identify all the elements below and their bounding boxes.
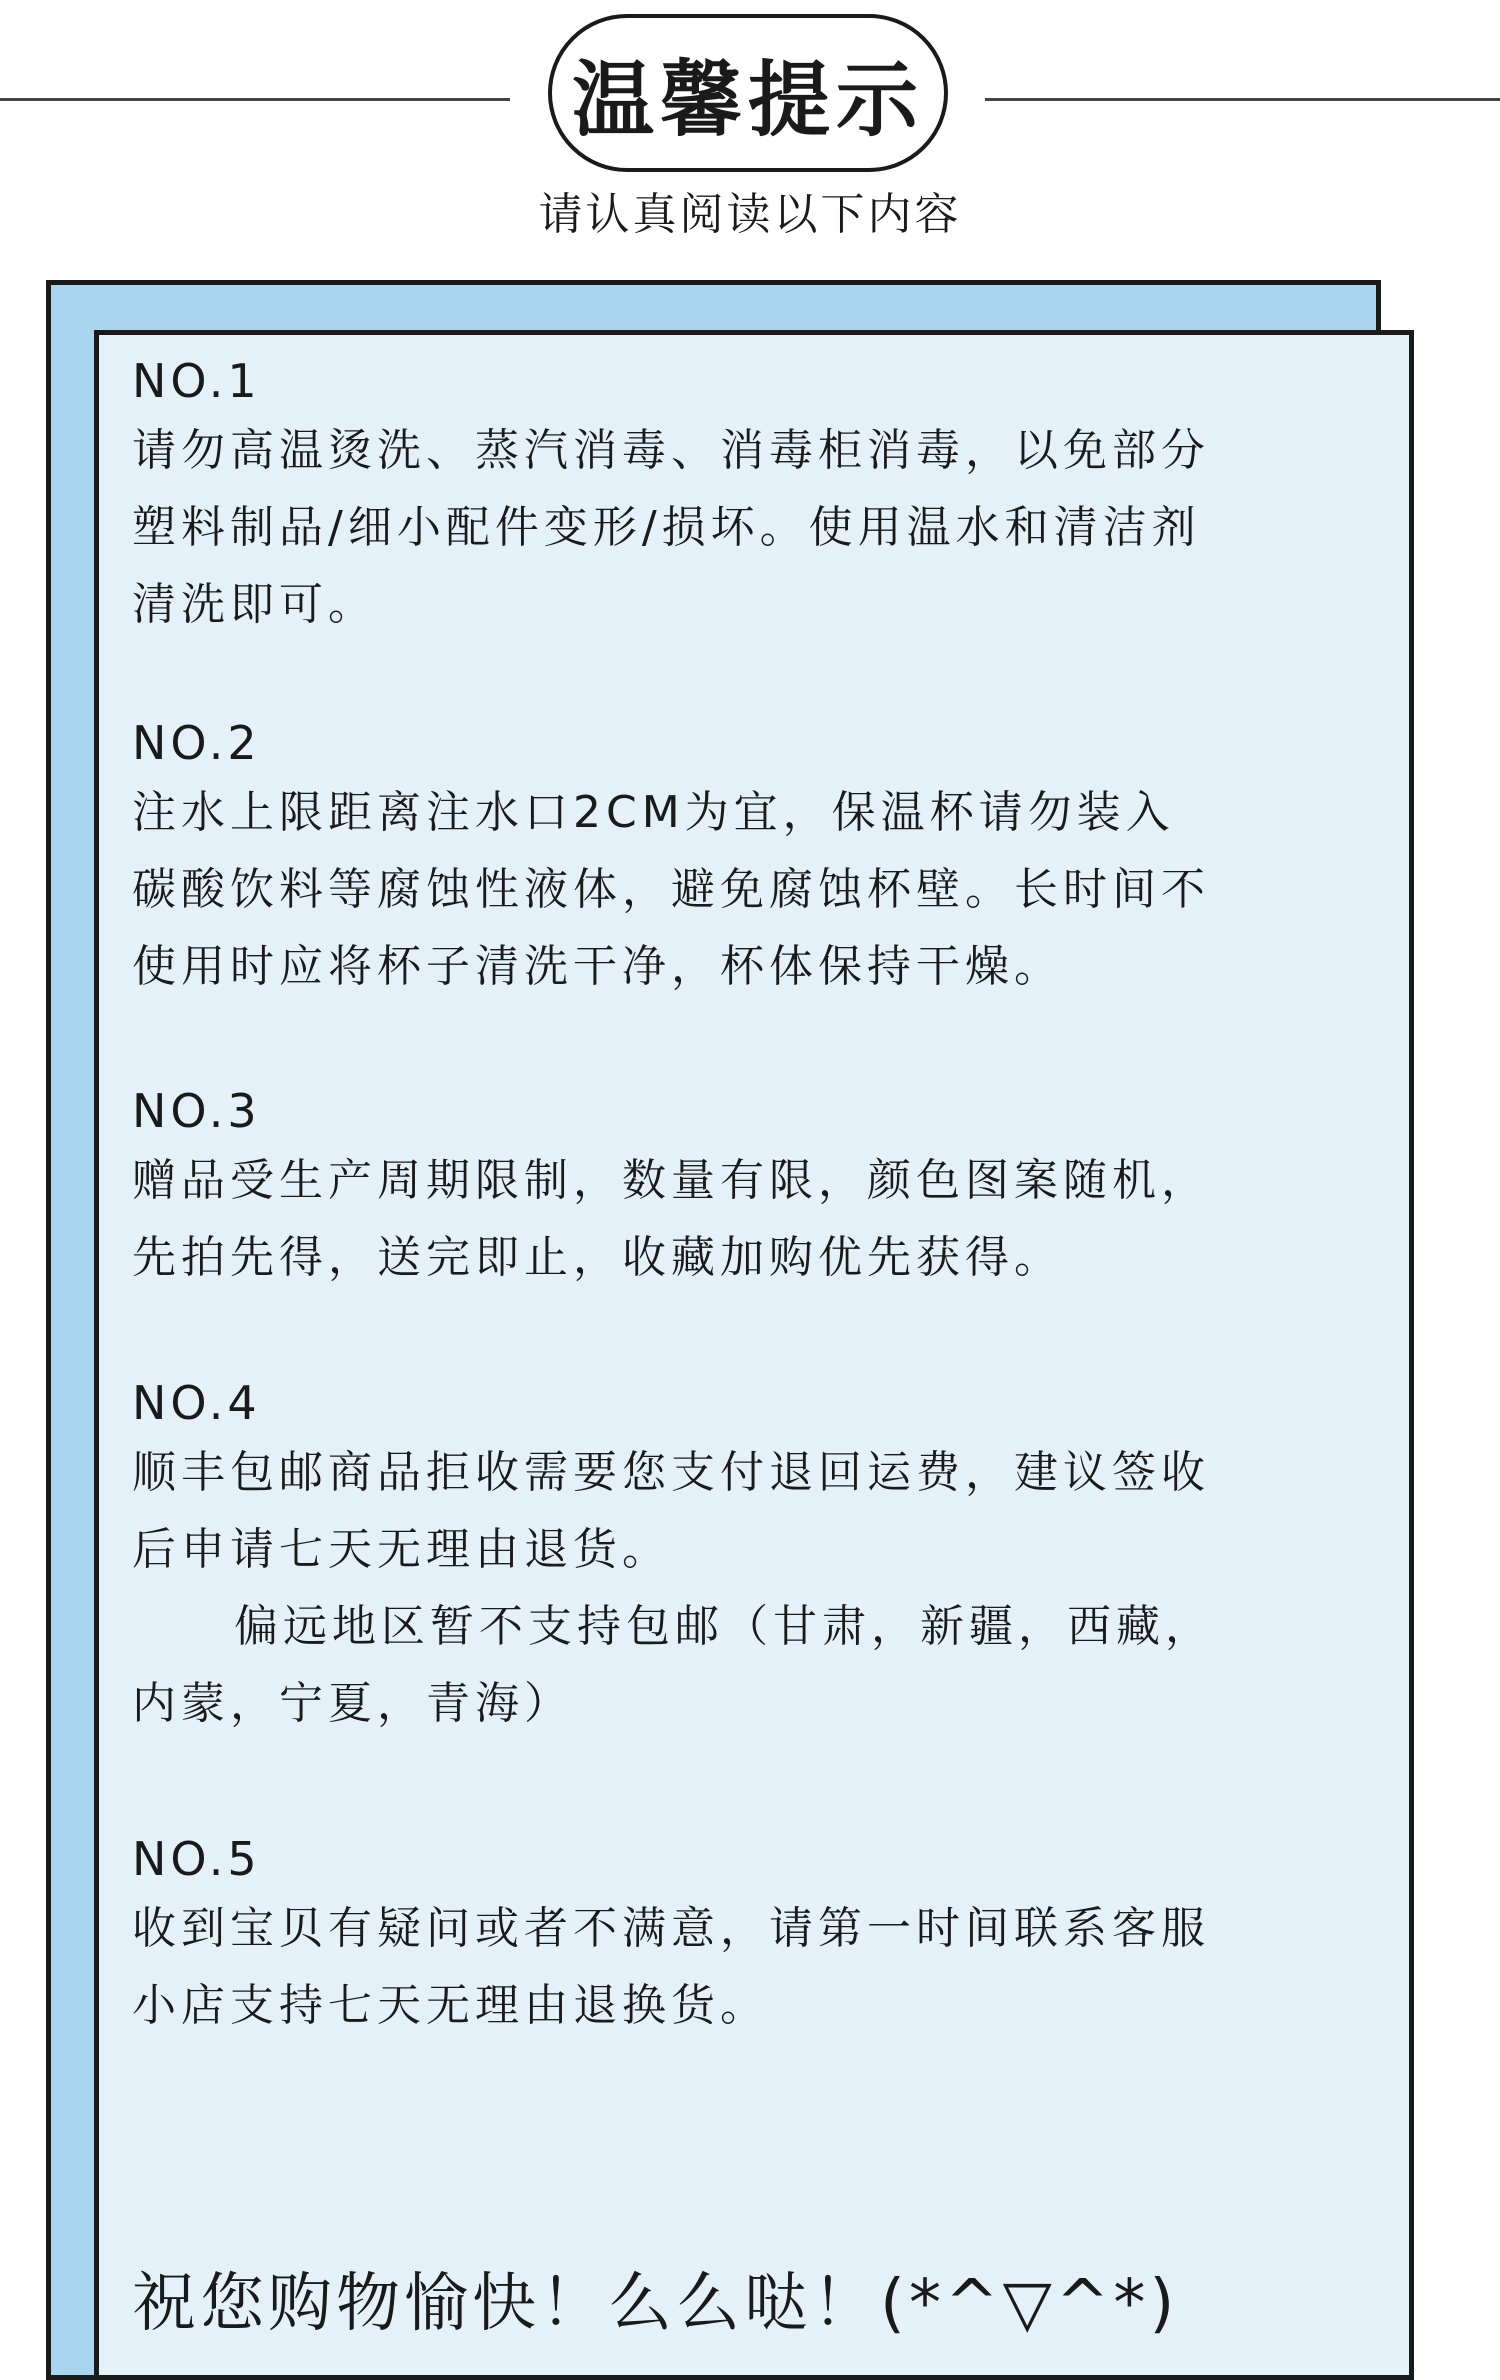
header-divider-right	[985, 98, 1500, 101]
section-number: NO.2	[132, 716, 261, 770]
section-line: 塑料制品/细小配件变形/损坏。使用温水和清洁剂	[132, 502, 1201, 553]
section-line: 请勿高温烫洗、蒸汽消毒、消毒柜消毒，以免部分	[132, 425, 1210, 476]
page-subtitle: 请认真阅读以下内容	[538, 189, 962, 240]
section-line: 内蒙，宁夏，青海）	[132, 1678, 573, 1729]
section-number: NO.1	[132, 354, 261, 408]
section-4	[132, 1372, 1214, 1742]
section-line: 使用时应将杯子清洗干净，杯体保持干燥。	[132, 941, 1063, 992]
section-line: 赠品受生产周期限制，数量有限，颜色图案随机，	[132, 1155, 1210, 1206]
section-line: 小店支持七天无理由退换货。	[132, 1980, 769, 2031]
section-3	[132, 1080, 1210, 1296]
section-line: 偏远地区暂不支持包邮（甘肃，新疆，西藏，	[234, 1601, 1214, 1652]
header-divider-left	[0, 98, 510, 101]
section-number: NO.3	[132, 1084, 261, 1138]
section-line: 收到宝贝有疑问或者不满意，请第一时间联系客服	[132, 1903, 1210, 1954]
section-number: NO.4	[132, 1376, 261, 1430]
section-line: 碳酸饮料等腐蚀性液体，避免腐蚀杯壁。长时间不	[132, 864, 1210, 915]
section-2	[132, 712, 1210, 1005]
section-number: NO.5	[132, 1832, 261, 1886]
closing-message: 祝您购物愉快！么么哒！(*^▽^*)	[132, 2267, 1179, 2341]
section-line: 后申请七天无理由退货。	[132, 1524, 671, 1575]
section-5	[132, 1828, 1210, 2044]
section-line: 注水上限距离注水口2CM为宜，保温杯请勿装入	[132, 787, 1175, 838]
page-title: 温馨提示	[548, 14, 948, 172]
section-line: 顺丰包邮商品拒收需要您支付退回运费，建议签收	[132, 1447, 1210, 1498]
section-1	[132, 350, 1210, 643]
section-line: 清洗即可。	[132, 579, 377, 630]
section-line: 先拍先得，送完即止，收藏加购优先获得。	[132, 1232, 1063, 1283]
